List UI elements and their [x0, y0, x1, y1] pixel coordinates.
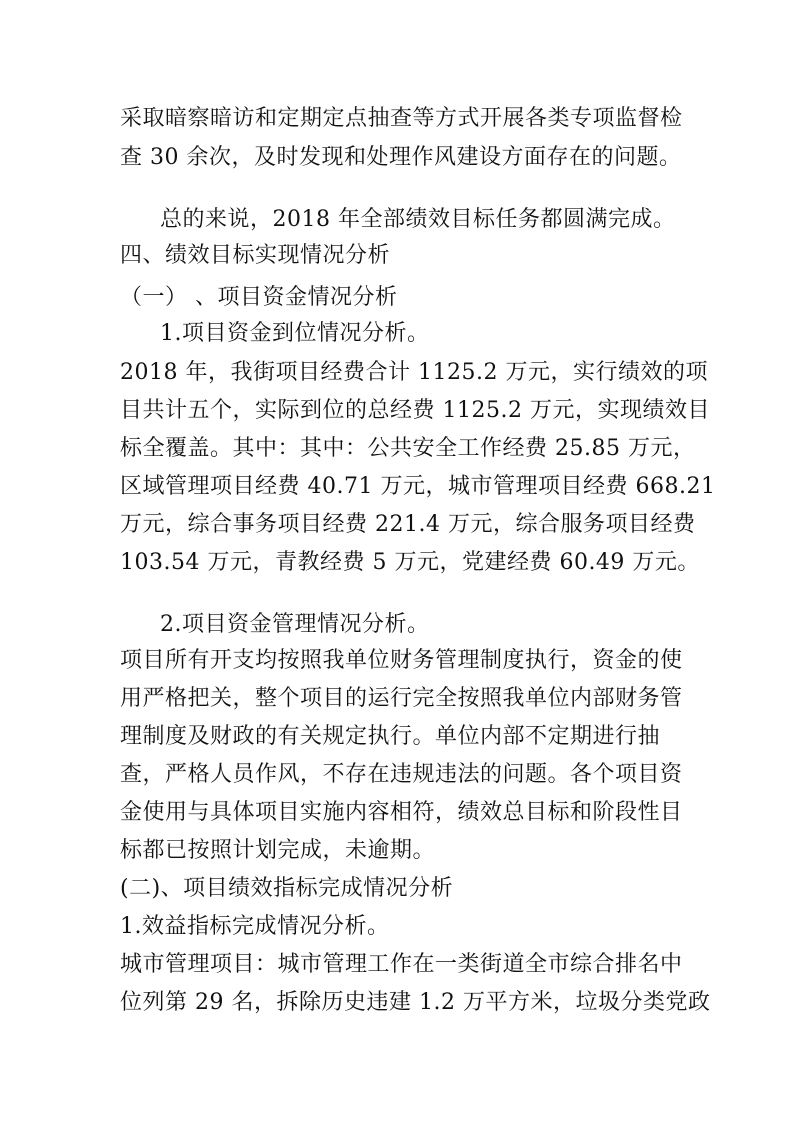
paragraph-line: 金使用与具体项目实施内容相符，绩效总目标和阶段性目 — [120, 800, 683, 825]
paragraph-line: 理制度及财政的有关规定执行。单位内部不定期进行抽 — [120, 724, 661, 749]
paragraph-line: 城市管理项目：城市管理工作在一类街道全市综合排名中 — [120, 952, 683, 977]
paragraph-line: 标都已按照计划完成，未逾期。 — [120, 838, 436, 863]
paragraph-line: 万元，综合事务项目经费 221.4 万元，综合服务项目经费 — [120, 512, 696, 537]
paragraph-line: 103.54 万元，青教经费 5 万元，党建经费 60.49 万元。 — [120, 550, 700, 575]
paragraph-line: 标全覆盖。其中：其中：公共安全工作经费 25.85 万元， — [120, 436, 696, 461]
paragraph-line: 查 30 余次，及时发现和处理作风建设方面存在的问题。 — [120, 145, 682, 170]
summary-line: 总的来说，2018 年全部绩效目标任务都圆满完成。 — [160, 207, 676, 232]
paragraph-line: 采取暗察暗访和定期定点抽查等方式开展各类专项监督检 — [120, 106, 683, 131]
item-heading: 1.项目资金到位情况分析。 — [160, 321, 430, 346]
paragraph-line: 2018 年，我街项目经费合计 1125.2 万元，实行绩效的项 — [120, 360, 708, 385]
subsection-heading: (二)、项目绩效指标完成情况分析 — [120, 876, 454, 901]
paragraph-line: 项目所有开支均按照我单位财务管理制度执行，资金的使 — [120, 648, 683, 673]
subsection-heading: （一） 、项目资金情况分析 — [120, 285, 398, 310]
paragraph-line: 区域管理项目经费 40.71 万元，城市管理项目经费 668.21 — [120, 474, 716, 499]
paragraph-line: 目共计五个，实际到位的总经费 1125.2 万元，实现绩效目 — [120, 398, 710, 423]
item-heading: 1.效益指标完成情况分析。 — [120, 914, 390, 939]
paragraph-line: 用严格把关，整个项目的运行完全按照我单位内部财务管 — [120, 686, 683, 711]
item-heading: 2.项目资金管理情况分析。 — [160, 612, 430, 637]
paragraph-line: 查，严格人员作风，不存在违规违法的问题。各个项目资 — [120, 762, 683, 787]
section-heading: 四、绩效目标实现情况分析 — [120, 243, 391, 268]
paragraph-line: 位列第 29 名，拆除历史违建 1.2 万平方米，垃圾分类党政 — [120, 990, 711, 1015]
